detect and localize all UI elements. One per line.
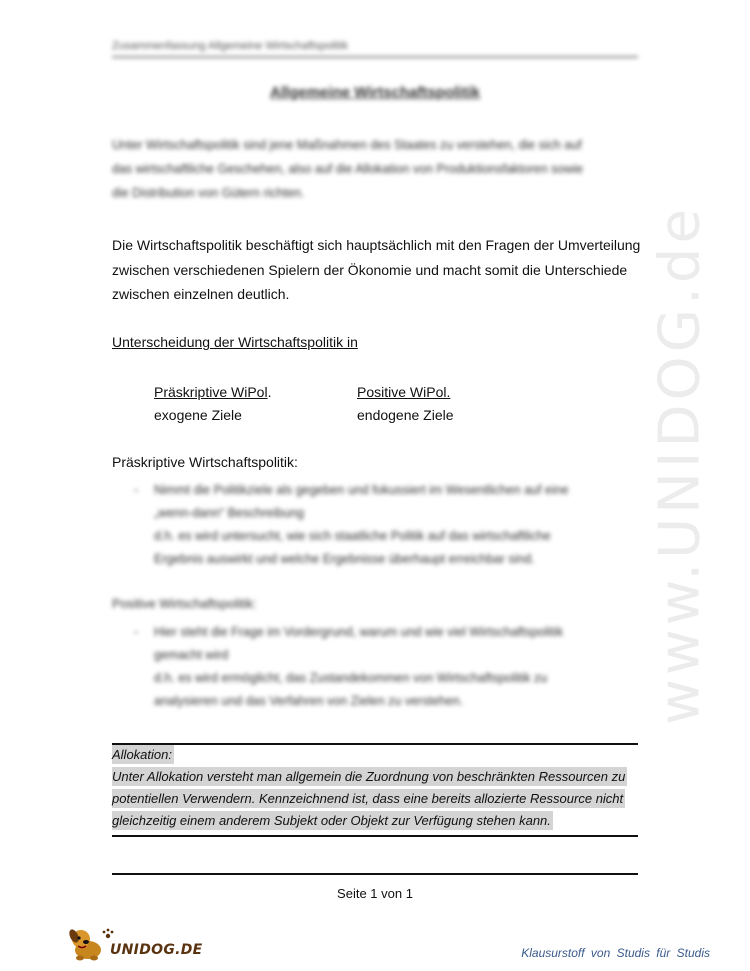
definition-line: Unter Allokation versteht man allgemein die Zuordnung von beschränkten Ressourcen zu xyxy=(112,769,626,784)
definition-term: Allokation: xyxy=(112,747,172,762)
page-number: Seite 1 von 1 xyxy=(337,886,413,901)
column-positive-sub: endogene Ziele xyxy=(357,407,454,423)
unidog-logo xyxy=(66,926,203,962)
column-prescriptive-title: Präskriptive WiPol xyxy=(154,384,268,400)
main-paragraph xyxy=(112,233,642,307)
section-positive-label: Positive Wirtschaftspolitik: xyxy=(112,597,257,611)
section-positive-bullet xyxy=(134,621,634,713)
dog-mascot-icon xyxy=(66,926,114,962)
bullet-line: Nimmt die Politikziele als gegeben und fokussiert im Wesentlichen auf eine xyxy=(154,483,569,497)
bullet-line: Hier steht die Frage im Vordergrund, warum und wie viel Wirtschaftspolitik xyxy=(154,625,564,639)
watermark: www.UNIDOG.de xyxy=(647,205,713,725)
column-positive xyxy=(357,381,454,427)
footer-tagline: Klausurstoff von Studis für Studis xyxy=(521,946,710,960)
bullet-line: d.h. es wird untersucht, wie sich staatliche Politik auf das wirtschaftliche xyxy=(154,529,551,543)
bullet-dash: - xyxy=(134,625,139,639)
main-line: Die Wirtschaftspolitik beschäftigt sich hauptsächlich mit den Fragen der Umverteilung xyxy=(112,237,641,253)
intro-line: die Distribution von Gütern richten. xyxy=(112,186,305,200)
column-prescriptive xyxy=(154,381,271,427)
intro-paragraph xyxy=(112,133,642,205)
definition-line: gleichzeitig einem anderem Subjekt oder Objekt zur Verfügung stehen kann. xyxy=(112,813,551,828)
main-line: zwischen verschiedenen Spielern der Ökonomie und macht somit die Unterschiede xyxy=(112,261,628,278)
column-prescriptive-sub: exogene Ziele xyxy=(154,407,242,423)
column-positive-title: Positive WiPol. xyxy=(357,384,451,400)
definition-line: potentiellen Verwendern. Kennzeichnend ist, dass eine bereits allozierte Ressource nicht xyxy=(112,791,624,806)
document-title: Allgemeine Wirtschaftspolitik xyxy=(270,84,480,101)
footer-rule xyxy=(112,873,638,875)
main-line: zwischen einzelnen deutlich. xyxy=(112,286,290,302)
bullet-line: analysieren und das Verfahren von Zielen zu verstehen. xyxy=(154,694,464,708)
column-prescriptive-period: . xyxy=(267,384,272,400)
bullet-line: d.h. es wird ermöglicht, das Zustandekommen von Wirtschaftspolitik zu xyxy=(154,671,548,685)
bullet-line: gemacht wird xyxy=(154,648,229,662)
bullet-line: Ergebnis auswirkt und welche Ergebnisse überhaupt erreichbar sind. xyxy=(154,552,535,566)
section-prescriptive-label: Präskriptive Wirtschaftspolitik: xyxy=(112,454,298,470)
section-prescriptive-bullet xyxy=(134,479,634,571)
logo-wordmark: UNIDOG.DE xyxy=(110,942,203,958)
definition-box xyxy=(112,743,638,837)
intro-line: das wirtschaftliche Geschehen, also auf die Allokation von Produktionsfaktoren sowie xyxy=(112,162,584,176)
subheading: Unterscheidung der Wirtschaftspolitik in xyxy=(112,334,358,350)
bullet-dash: - xyxy=(134,483,139,497)
intro-line: Unter Wirtschaftspolitik sind jene Maßnahmen des Staates zu verstehen, die sich auf xyxy=(112,138,582,152)
running-header: Zusammenfassung Allgemeine Wirtschaftspolitik xyxy=(112,40,638,58)
bullet-line: „wenn-dann“ Beschreibung xyxy=(154,506,305,520)
